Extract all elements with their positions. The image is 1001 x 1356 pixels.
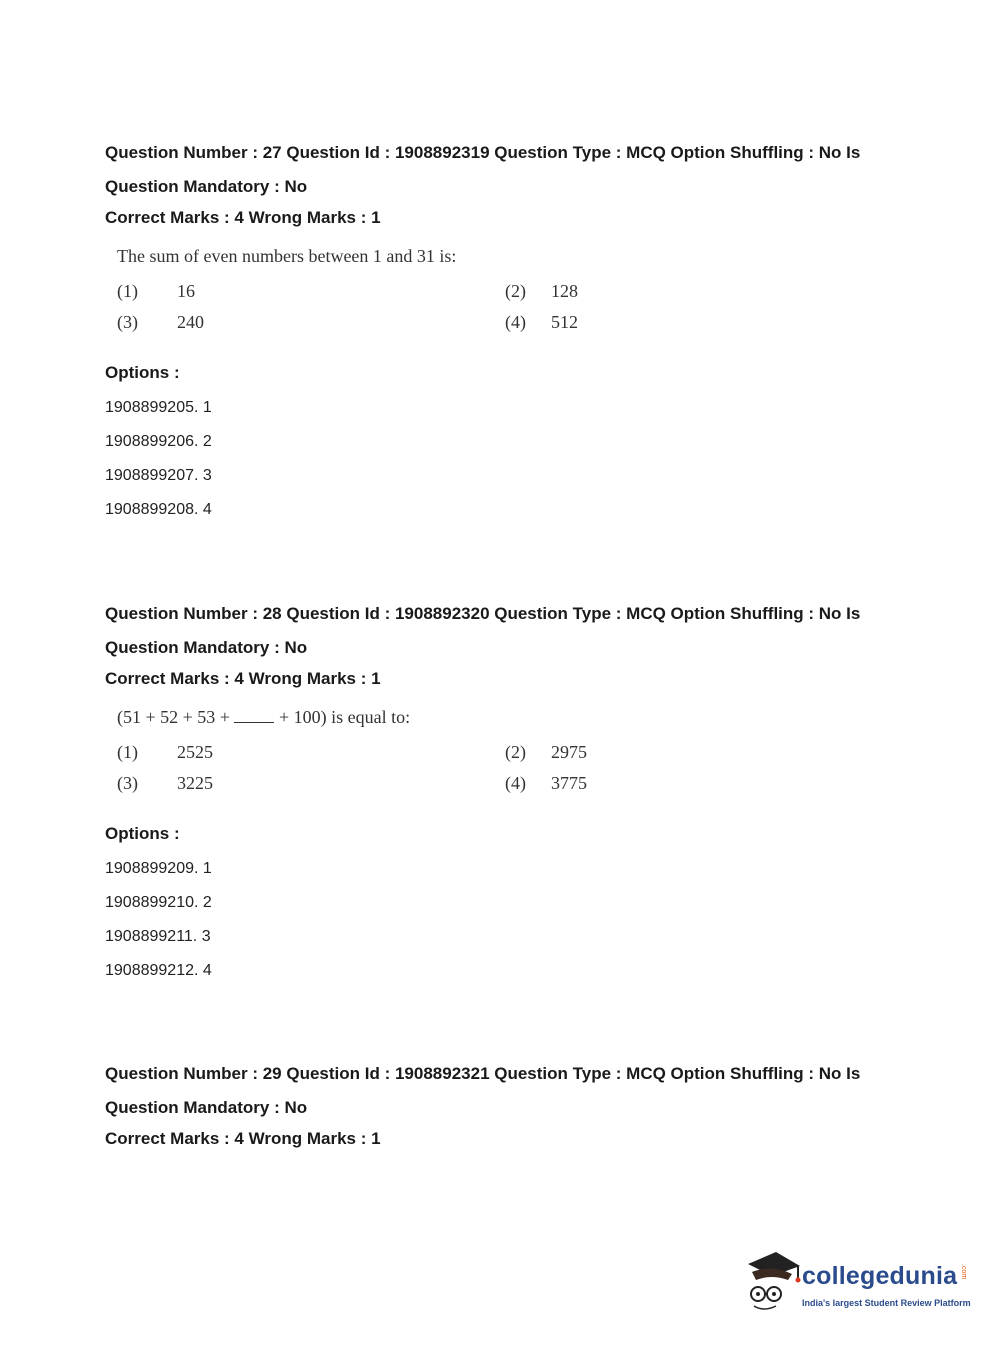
option-item: 1908899209. 1 — [105, 860, 212, 877]
question-28 — [105, 597, 925, 980]
question-stem: (51 + 52 + 53 + + 100) is equal to: — [117, 707, 411, 727]
choice-grid — [117, 742, 925, 804]
choice-4: (4) 3775 — [505, 773, 587, 793]
option-item: 1908899208. 4 — [105, 501, 212, 518]
choice-2: (2) 2975 — [505, 742, 587, 762]
marks-line: Correct Marks : 4 Wrong Marks : 1 — [105, 669, 381, 688]
choice-grid — [117, 281, 925, 343]
question-stem: The sum of even numbers between 1 and 31 is: — [117, 246, 457, 266]
option-item: 1908899212. 4 — [105, 962, 212, 979]
fill-blank — [234, 708, 274, 723]
choice-1: (1) 2525 — [117, 742, 213, 762]
option-item: 1908899205. 1 — [105, 399, 212, 416]
logo-dotcom: .com — [960, 1264, 967, 1280]
option-item: 1908899211. 3 — [105, 928, 211, 945]
logo-brand: collegedunia — [802, 1262, 958, 1290]
choice-3: (3) 240 — [117, 312, 204, 332]
marks-line: Correct Marks : 4 Wrong Marks : 1 — [105, 1129, 381, 1148]
choice-3: (3) 3225 — [117, 773, 213, 793]
logo-tagline: India's largest Student Review Platform — [802, 1298, 971, 1308]
mascot-icon — [742, 1250, 802, 1320]
option-item: 1908899210. 2 — [105, 894, 212, 911]
options-title: Options : — [105, 824, 180, 843]
option-item: 1908899207. 3 — [105, 467, 212, 484]
collegedunia-logo — [742, 1250, 972, 1320]
question-27 — [105, 136, 925, 519]
choice-1: (1) 16 — [117, 281, 195, 301]
options-title: Options : — [105, 363, 180, 382]
question-header: Question Number : 29 Question Id : 1908892321 Question Type : MCQ Option Shuffling : No Is Question Mandatory : No — [105, 1064, 861, 1117]
marks-line: Correct Marks : 4 Wrong Marks : 1 — [105, 208, 381, 227]
question-header: Question Number : 28 Question Id : 1908892320 Question Type : MCQ Option Shuffling : No Is Question Mandatory : No — [105, 604, 861, 657]
choice-2: (2) 128 — [505, 281, 578, 301]
option-item: 1908899206. 2 — [105, 433, 212, 450]
choice-4: (4) 512 — [505, 312, 578, 332]
question-29 — [105, 1057, 925, 1149]
question-header: Question Number : 27 Question Id : 1908892319 Question Type : MCQ Option Shuffling : No Is Question Mandatory : No — [105, 143, 861, 196]
